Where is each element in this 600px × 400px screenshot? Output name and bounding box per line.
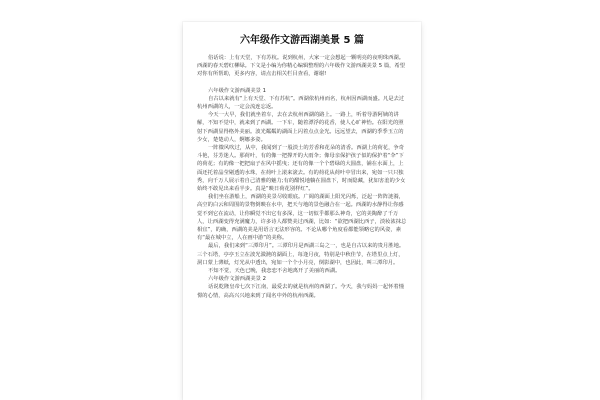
section1-paragraph: 今天一大早，我们就坐着车，去在去杭州西湖的路上。一路上，听着导游阿姨的讲解，不知不觉中，就来到了西湖。一下车，随着漂浮的花香，使人心旷神怡。在阳光的照射下西湖显得格外美丽。波光粼粼的湖面上闪着点点金光。远远望去，西湖的季季玉立的少女，楚楚动人，婀娜多姿。 [197,112,404,143]
document-page [183,22,421,400]
section-heading-1: 六年级作文游西湖美景 1 [208,87,267,94]
page-content [197,34,407,300]
document-title: 六年级作文游西湖美景 5 篇 [240,35,364,46]
section1-paragraph: 最后，我们来到“三潭印月”。三潭印月是西湖三岛之一，也是自古以来的贵月胜地。三个石塔，亭亭玉立在波光潋滟的湖面上，每逢月夜，特别是中秋佳节，在塔里点上灯，洞口蒙上薄纸，灯光从中透出，宛如一个个小月亮，倒影湖中，也因此，叫三潭印月。 [197,243,405,266]
section-heading-2: 六年级作文游西湖美景 2 [208,276,267,283]
section1-paragraph: 自古以来就有“上有天堂、下有苏杭”。西湖依杭州而名，杭州因西湖而盛。凡是去过杭州西湖的人，一定会流连忘返。 [197,95,405,111]
section1-paragraph: 不知不觉，天色已晚，我恋恋不舍地离开了美丽的西湖。 [208,268,341,275]
section1-paragraph: 我们坐在游船上，西湖的美景尽收眼底。广阔的湖面上阳光闪烁，泛起一阵阵涟漪，高空的白云和周围的景物倒映在水中，把天与地的景色融合在一起。西湖的水静得让你感觉不到它在流动，让你瞬觉不出它有多深，这一切似乎都那么神奇，它的美陶醉了千万人，让西湖变得充满魔力，许多诗人都赞美过西湖，比如：“欲把西湖比西子，淡妆浓抹总相宜”，的确，西湖的美是用语言无法形容的。不论从哪个角度看都能领略它的风姿，素有“最在城中立，人在画中游”的美称。 [197,194,407,242]
intro-paragraph: 俗话说：上有天堂，下有苏杭。说到杭州，大家一定会想起一颗明亮的夜明珠西湖。西湖的春天碧红柳绿。下文是小编为你精心编辑整理的六年级作文游西湖美景 5 篇，希望对你有所帮助，更多内容，请点击相关栏目查看，谢谢! [197,55,406,78]
section1-paragraph: 一阵微风吹过，从中，我闻到了一股淡土的芳香和花朵的清香。西湖上的荷花，争奇斗艳，芬芳迷人。那荷叶，有的像一把撑开的大雨伞；像母亲保护孩子似的保护着“伞”下的荷花；有的像一把把扇子在风中摇曳；还有的像一个个碧绿的大圆盘，铺在水面上，上面还托着晶莹剔透的水珠，在荷叶上滚来滚去。有的荷花从荷叶中冒出来，宛如一只只独秀，向千万人展示着自己清雅的魅力;有的酣悦地躺在圆盘下，时而隐藏，犹如害羞的少女始终不敢见出来看半步。真是“映日荷花别样红”。 [197,145,406,193]
section2-paragraph: 话说乾隆皇帝七次下江南，最爱去的就是杭州的西湖了。今天，我与妈妈一起怀着憧憬的心情，高高兴兴地来到了闻名中外的杭州西湖。 [197,284,404,299]
